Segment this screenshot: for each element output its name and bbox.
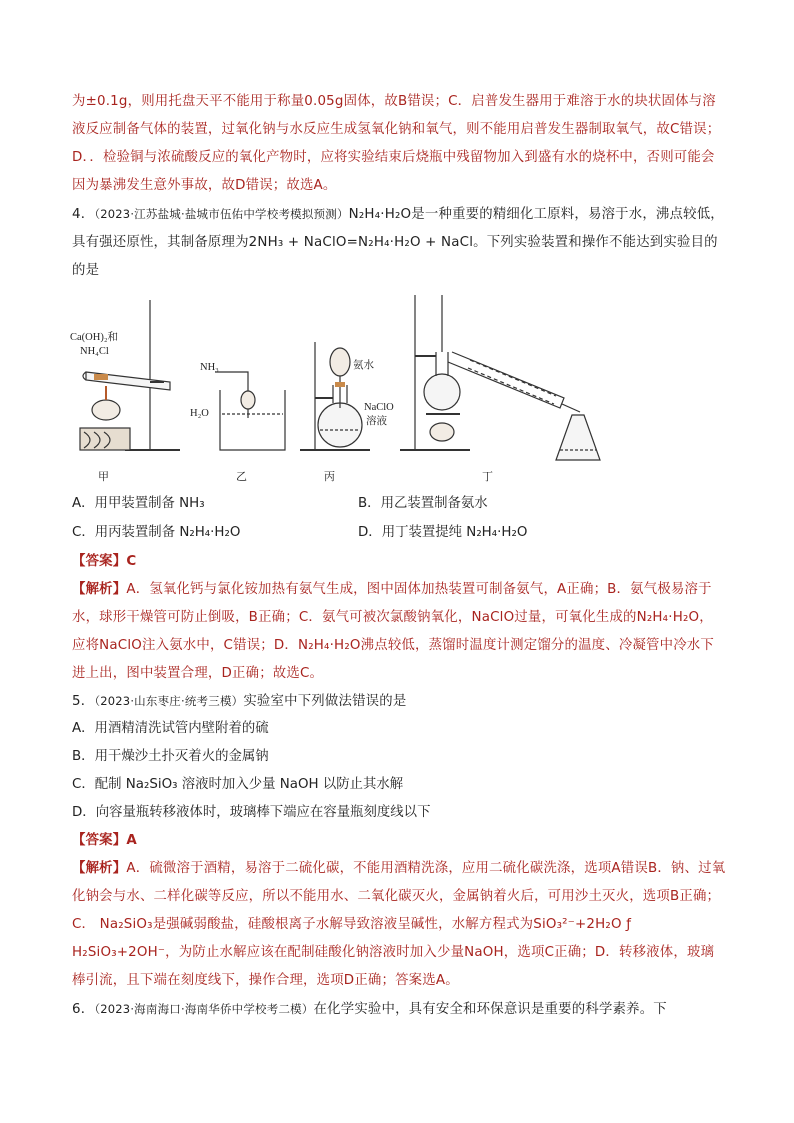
analysis-tag: 【解析】 [72, 582, 127, 597]
question-6-stem [72, 995, 726, 1024]
label-reactants-line1: Ca(OH)₂和 [70, 332, 118, 343]
apparatus-drawing [70, 290, 630, 485]
question-5-stem [72, 687, 726, 716]
analysis-text: A．氢氧化钙与氯化铵加热有氨气生成，图中固体加热装置可制备氨气，A正确；B．氨气极易溶于水，球形干燥管可防止倒吸，B正确；C．氨气可被次氯酸钠氧化，NaClO过量，可氧化生成的N₂H₄·H₂O，应将NaClO注入氨水中，C错误；D．N₂H₄·H₂O沸点较低，蒸馏时温度计测定馏分的温度、冷凝管中冷水下进上出，图中装置合理，D正确；故选C。 [72, 582, 714, 681]
q4-option-c: C．用丙装置制备 N₂H₄·H₂O [72, 525, 241, 540]
question-number: 5． [72, 694, 95, 709]
question-4-stem [72, 200, 726, 285]
q4-option-a: A．用甲装置制备 NH₃ [72, 496, 205, 511]
caption-ding: 丁 [482, 470, 493, 483]
caption-yi: 乙 [236, 470, 247, 483]
q5-option-d: D．向容量瓶转移液体时，玻璃棒下端应在容量瓶刻度线以下 [72, 805, 431, 820]
question-text: 在化学实验中，具有安全和环保意识是重要的科学素养。下 [313, 1002, 667, 1017]
question-number: 4． [72, 207, 95, 222]
q5-option-a: A．用酒精清洗试管内壁附着的硫 [72, 721, 269, 736]
q4-analysis [72, 576, 726, 688]
caption-jia: 甲 [98, 470, 109, 483]
q5-option-b: B．用干燥沙土扑灭着火的金属钠 [72, 749, 269, 764]
apparatus-ding [400, 295, 600, 460]
apparatus-jia [80, 300, 180, 450]
prev-analysis-paragraph: 为±0.1g，则用托盘天平不能用于称量0.05g固体，故B错误；C．启普发生器用于难溶于水的块状固体与溶液反应制备气体的装置，过氧化钠与水反应生成氢氧化钠和氧气，则不能用启普发生器制取氧气，故C错误；D．．检验铜与浓硫酸反应的氧化产物时，应将实验结束后烧瓶中残留物加入到盛有水的烧杯中，否则可能会因为暴沸发生意外事故，故D错误；故选A。 [72, 94, 721, 193]
question-text: N₂H₄·H₂O是一种重要的精细化工原料，易溶于水，沸点较低，具有强还原性，其制备原理为2NH₃ + NaClO=N₂H₄·H₂O + NaCl。下列实验装置和操作不能达到实验目的的是 [72, 207, 724, 278]
q4-option-b: B．用乙装置制备氨水 [358, 496, 488, 511]
question-number: 6． [72, 1002, 95, 1017]
apparatus-bing [300, 342, 370, 450]
apparatus-figure [70, 290, 630, 485]
q4-option-d: D．用丁装置提纯 N₂H₄·H₂O [358, 525, 528, 540]
q5-analysis [72, 855, 726, 995]
label-solution: 溶液 [366, 416, 387, 427]
q4-answer: 【答案】C [72, 554, 137, 569]
q5-answer: 【答案】A [72, 833, 137, 848]
question-source: （2023·山东枣庄·统考三模） [94, 694, 244, 708]
analysis-tag: 【解析】 [72, 861, 127, 876]
question-source: （2023·江苏盐城·盐城市伍佑中学校考模拟预测） [94, 207, 349, 221]
question-text: 实验室中下列做法错误的是 [243, 694, 407, 709]
label-ammonia-water: 氨水 [353, 360, 374, 371]
question-source: （2023·海南海口·海南华侨中学校考二模） [94, 1002, 314, 1016]
label-reactants-line2: NH₄Cl [80, 346, 109, 357]
label-naclo: NaClO [364, 402, 394, 413]
analysis-text: A．硫微溶于酒精，易溶于二硫化碳，不能用酒精洗涤，应用二硫化碳洗涤，选项A错误B．钠、过氧化钠会与水、二样化碳等反应，所以不能用水、二氧化碳灭火，金属钠着火后，可用沙土灭火，选项B正确；C． Na₂SiO₃是强碱弱酸盐，硅酸根离子水解导致溶液呈碱性，水解方程式为SiO₃²⁻+2H₂O ƒ H₂SiO₃+2OH⁻，为防止水解应该在配制硅酸化钠溶液时加入少量NaOH，选项C正确；D．转移液体，玻璃棒引流，且下端在刻度线下，操作合理，选项D正确；答案选A。 [72, 861, 726, 988]
label-h2o: H₂O [190, 408, 209, 419]
q5-option-c: C．配制 Na₂SiO₃ 溶液时加入少量 NaOH 以防止其水解 [72, 777, 404, 792]
caption-bing: 丙 [324, 470, 335, 483]
label-nh3: NH₃ [200, 362, 219, 373]
apparatus-yi [215, 372, 285, 450]
